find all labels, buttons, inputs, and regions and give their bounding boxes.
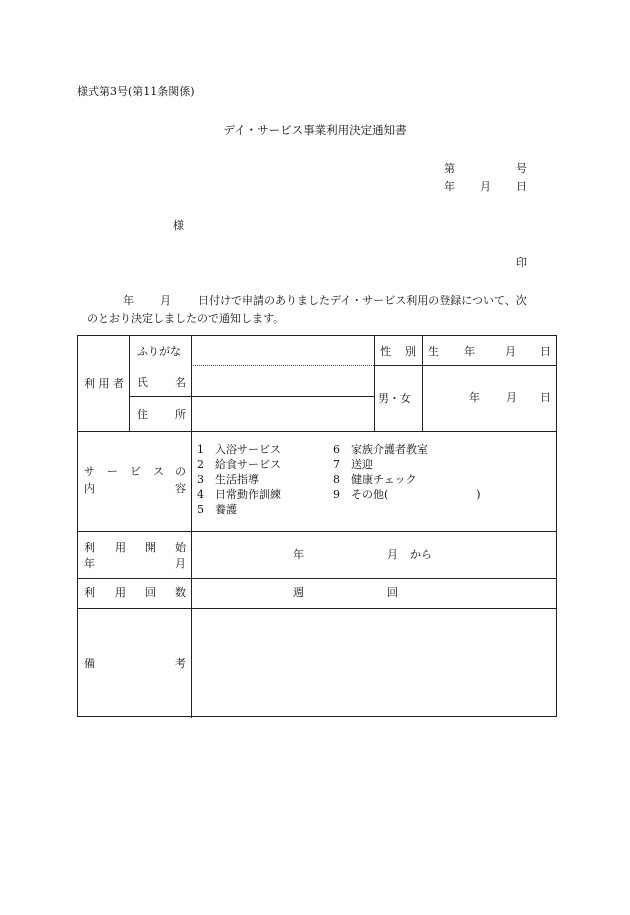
service-item: 1 入浴サービス: [197, 443, 281, 456]
start-label-4: 始: [175, 541, 186, 554]
count-times: 回: [387, 586, 398, 599]
body-month: 月: [160, 294, 171, 307]
sex-options: 男・女: [378, 392, 411, 405]
service-item: 4 日常動作訓練: [197, 488, 281, 501]
name-label-2: 名: [175, 376, 186, 389]
user-label: 利 用 者: [84, 377, 124, 390]
service-label-3: ビ: [130, 465, 141, 478]
service-item: 9 その他( ): [333, 488, 481, 501]
address-label-1: 住: [137, 408, 148, 421]
count-label-4: 数: [175, 586, 186, 599]
decision-table: [77, 335, 557, 717]
seal-mark: 印: [516, 256, 527, 269]
remarks-label-1: 備: [84, 657, 95, 670]
service-label-4: ス: [153, 465, 164, 478]
addressee-suffix: 様: [173, 219, 184, 232]
service-label-2: ー: [107, 465, 118, 478]
name-label-1: 氏: [137, 376, 148, 389]
number-suffix: 号: [516, 162, 527, 175]
sex-label-1: 性: [380, 345, 391, 358]
start-label-1: 利: [84, 541, 95, 554]
document-title: デイ・サービス事業利用決定通知書: [223, 123, 407, 137]
service-item: 6 家族介護者教室: [333, 443, 428, 456]
service-item: 3 生活指導: [197, 473, 259, 486]
count-week: 週: [293, 586, 304, 599]
birth-label: 生: [428, 345, 439, 358]
start-label-6: 月: [175, 557, 186, 570]
start-label-5: 年: [84, 557, 95, 570]
service-item: 8 健康チェック: [333, 473, 417, 486]
service-label-6: 内: [84, 482, 95, 495]
service-label-1: サ: [84, 465, 95, 478]
date-month: 月: [480, 180, 491, 193]
service-label-7: 容: [175, 482, 186, 495]
form-number-label: 様式第3号(第11条関係): [77, 85, 195, 98]
birth-month: 月: [505, 345, 516, 358]
service-item: 5 養護: [197, 503, 237, 516]
service-item: 7 送迎: [333, 458, 373, 471]
body-year: 年: [123, 294, 134, 307]
number-prefix: 第: [444, 162, 455, 175]
count-label-1: 利: [84, 586, 95, 599]
birth-day: 日: [540, 345, 551, 358]
age-month: 月: [506, 391, 517, 404]
age-year: 年: [469, 391, 480, 404]
count-label-2: 用: [115, 586, 126, 599]
service-item: 2 給食サービス: [197, 458, 281, 471]
body-text: 日付けで申請のありましたデイ・サービス利用の登録について、次: [198, 294, 527, 307]
age-day: 日: [540, 391, 551, 404]
remarks-label-2: 考: [175, 657, 186, 670]
service-label-5: の: [175, 465, 186, 478]
furigana-label: ふりがな: [137, 345, 181, 358]
count-label-3: 回: [145, 586, 156, 599]
start-label-2: 用: [115, 541, 126, 554]
date-day: 日: [516, 180, 527, 193]
start-year: 年: [293, 548, 304, 561]
birth-year: 年: [464, 345, 475, 358]
address-label-2: 所: [175, 408, 186, 421]
start-from: から: [410, 548, 432, 561]
date-year: 年: [444, 180, 455, 193]
start-label-3: 開: [145, 541, 156, 554]
body-line-2: のとおり決定しましたので通知します。: [87, 312, 285, 325]
start-month: 月: [387, 548, 398, 561]
sex-label-2: 別: [405, 345, 416, 358]
